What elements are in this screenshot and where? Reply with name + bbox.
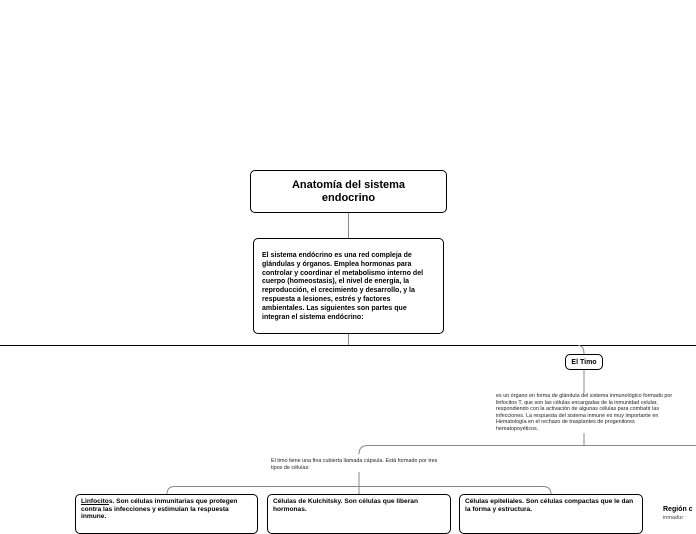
link-timo-capsule (359, 446, 696, 455)
kulchitsky-text: Células de Kulchitsky. Son células que liberan hormonas. (273, 498, 418, 513)
kulchitsky-cells-node (267, 494, 451, 534)
link-to-linfocito (167, 487, 359, 495)
description-node (253, 238, 444, 334)
linfocitos-term: Linfocito (81, 498, 109, 505)
link-to-epitelial (359, 487, 551, 495)
root-topic-title: Anatomía del sistema endocrino (291, 178, 406, 204)
capsule-description-text: El timo tiene una fina cubierta llamada cápsula. Está formado por tres tipos de células: (271, 458, 438, 471)
linfocitos-node (75, 494, 258, 534)
linfocitos-text: s. Son células inmunitarias que protegen contra las infecciones y estimulan la respuesta inmune. (81, 498, 238, 521)
description-text: El sistema endócrino es una red compleja de glándulas y órganos. Emplea hormonas para controlar y coordinar el metabolismo interno del cuerpo (homeostasis), el nivel de energía, la reproducción, el crecimiento y desarrollo, y la respuesta a lesiones, estrés y factores ambientales. Las siguientes son partes que integran el sistema endócrino: (262, 252, 424, 321)
root-topic-node (250, 170, 447, 213)
epithelial-cells-node (459, 494, 643, 534)
link-branch-timo (578, 346, 584, 355)
region-node-label: Región c (663, 506, 693, 513)
timo-node (565, 354, 603, 370)
timo-description-text: es un órgano en forma de glándula del sistema inmunológico formado por linfocitos T, que son las células encargadas de la inmunidad celular, respondiendo con la activación de algunas células para combatir las infecciones. La respuesta del sistema inmune es muy importante en Hematología en el rechazo de trasplantes de progenitores hematopoyéticos. (496, 393, 673, 432)
region-node-subtext: inmadur (663, 515, 684, 521)
epithelial-text: Células epiteliales. Son células compactas que le dan la forma y estructura. (465, 498, 634, 513)
timo-title: El Timo (571, 358, 597, 366)
